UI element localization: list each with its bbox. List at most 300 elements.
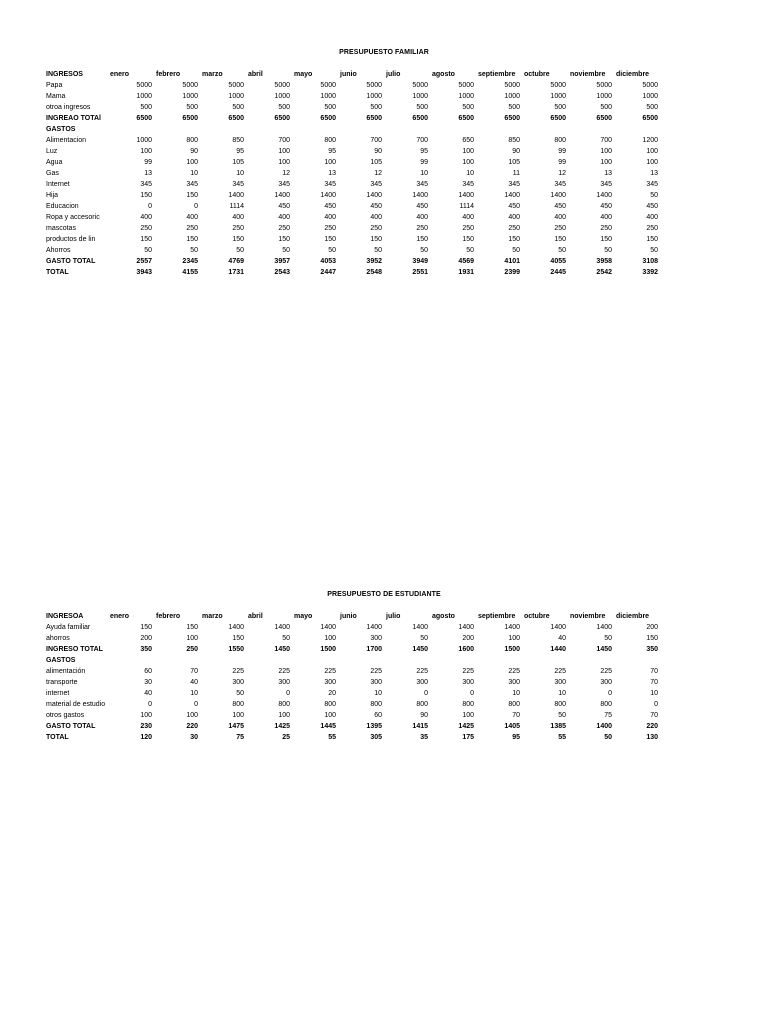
value-cell: 1400 <box>412 192 428 199</box>
value-cell: 1400 <box>412 624 428 631</box>
value-cell: 150 <box>646 635 658 642</box>
value-cell: 1000 <box>136 93 152 100</box>
value-cell: 90 <box>420 712 428 719</box>
value-cell: 100 <box>278 159 290 166</box>
value-cell: 1400 <box>504 624 520 631</box>
value-cell: 50 <box>604 635 612 642</box>
value-cell: 10 <box>374 690 382 697</box>
value-cell: 250 <box>324 225 336 232</box>
value-cell: 100 <box>186 712 198 719</box>
value-cell: 40 <box>190 679 198 686</box>
value-cell: 150 <box>186 624 198 631</box>
value-cell: 150 <box>370 236 382 243</box>
value-cell: 100 <box>324 712 336 719</box>
value-cell: 10 <box>558 690 566 697</box>
value-cell: 105 <box>370 159 382 166</box>
value-cell: 1000 <box>596 93 612 100</box>
value-cell: 250 <box>600 225 612 232</box>
value-cell <box>382 655 428 666</box>
value-cell: 100 <box>278 148 290 155</box>
value-cell: 500 <box>370 104 382 111</box>
value-cell <box>290 655 336 666</box>
table-row <box>46 146 658 157</box>
value-cell: 35 <box>420 734 428 741</box>
row-label: INGREAO TOTAl <box>46 115 101 122</box>
value-cell: 50 <box>236 690 244 697</box>
value-cell: 345 <box>186 181 198 188</box>
value-cell: 2399 <box>504 269 520 276</box>
value-cell: 5000 <box>596 82 612 89</box>
value-cell: 300 <box>232 679 244 686</box>
table-row <box>46 655 658 666</box>
value-cell: 850 <box>232 137 244 144</box>
value-cell: 10 <box>236 170 244 177</box>
value-cell <box>520 655 566 666</box>
value-cell: 1400 <box>596 192 612 199</box>
value-cell <box>474 124 520 135</box>
value-cell: 225 <box>508 668 520 675</box>
value-cell: 800 <box>324 137 336 144</box>
value-cell: 250 <box>140 225 152 232</box>
value-cell: 500 <box>554 104 566 111</box>
table-row <box>46 677 658 688</box>
value-cell: 150 <box>278 236 290 243</box>
value-cell: 70 <box>190 668 198 675</box>
value-cell: 345 <box>600 181 612 188</box>
month-header-cell: enero <box>110 71 130 78</box>
value-cell: 6500 <box>182 115 198 122</box>
month-header-cell: octubre <box>524 613 550 620</box>
month-header-cell: septiembre <box>478 71 516 78</box>
value-cell: 225 <box>462 668 474 675</box>
value-cell: 1114 <box>459 203 474 210</box>
value-cell: 800 <box>600 701 612 708</box>
value-cell: 220 <box>646 723 658 730</box>
header-row <box>46 611 658 622</box>
value-cell: 300 <box>600 679 612 686</box>
value-cell: 50 <box>650 192 658 199</box>
value-cell: 400 <box>324 214 336 221</box>
row-label: Internet <box>46 181 70 188</box>
value-cell: 4055 <box>550 258 566 265</box>
value-cell: 1000 <box>550 93 566 100</box>
value-cell: 6500 <box>274 115 290 122</box>
value-cell: 1395 <box>366 723 382 730</box>
table-row <box>46 91 658 102</box>
value-cell: 1000 <box>320 93 336 100</box>
value-cell <box>612 655 658 666</box>
value-cell: 6500 <box>596 115 612 122</box>
value-cell: 1400 <box>228 192 244 199</box>
value-cell: 400 <box>416 214 428 221</box>
value-cell: 1450 <box>274 646 290 653</box>
value-cell: 300 <box>278 679 290 686</box>
table-row <box>46 688 658 699</box>
value-cell: 10 <box>190 170 198 177</box>
value-cell: 345 <box>554 181 566 188</box>
value-cell: 250 <box>508 225 520 232</box>
value-cell: 6500 <box>320 115 336 122</box>
value-cell: 230 <box>140 723 152 730</box>
value-cell: 300 <box>508 679 520 686</box>
value-cell: 100 <box>600 159 612 166</box>
value-cell: 0 <box>148 203 152 210</box>
value-cell: 450 <box>278 203 290 210</box>
value-cell: 12 <box>374 170 382 177</box>
month-header-cell: agosto <box>432 71 455 78</box>
table-row <box>46 190 658 201</box>
value-cell: 13 <box>604 170 612 177</box>
month-header-cell: octubre <box>524 71 550 78</box>
value-cell: 120 <box>140 734 152 741</box>
value-cell: 450 <box>370 203 382 210</box>
month-header-cell: junio <box>340 71 357 78</box>
value-cell: 1400 <box>366 192 382 199</box>
value-cell: 150 <box>646 236 658 243</box>
value-cell: 5000 <box>320 82 336 89</box>
row-label: GASTO TOTAL <box>46 258 96 265</box>
value-cell: 1000 <box>412 93 428 100</box>
value-cell: 12 <box>558 170 566 177</box>
value-cell <box>336 655 382 666</box>
value-cell: 345 <box>278 181 290 188</box>
month-header-cell: marzo <box>202 71 223 78</box>
value-cell: 100 <box>462 159 474 166</box>
value-cell: 4155 <box>182 269 198 276</box>
value-cell: 100 <box>508 635 520 642</box>
value-cell: 150 <box>508 236 520 243</box>
row-label: Educacion <box>46 203 79 210</box>
row-label: Gas <box>46 170 59 177</box>
value-cell: 95 <box>512 734 520 741</box>
value-cell: 100 <box>324 635 336 642</box>
value-cell: 345 <box>370 181 382 188</box>
value-cell: 1405 <box>504 723 520 730</box>
value-cell <box>566 655 612 666</box>
month-header-cell: noviembre <box>570 613 606 620</box>
value-cell: 1114 <box>229 203 244 210</box>
table-row <box>46 80 658 91</box>
value-cell: 10 <box>420 170 428 177</box>
table-row <box>46 256 658 267</box>
value-cell: 1000 <box>274 93 290 100</box>
value-cell: 100 <box>232 712 244 719</box>
value-cell <box>474 655 520 666</box>
value-cell: 100 <box>140 712 152 719</box>
value-cell: 10 <box>466 170 474 177</box>
value-cell: 1450 <box>412 646 428 653</box>
row-label: otroa ingresos <box>46 104 91 111</box>
value-cell: 400 <box>370 214 382 221</box>
value-cell: 1450 <box>596 646 612 653</box>
table-row <box>46 699 658 710</box>
value-cell: 500 <box>186 104 198 111</box>
value-cell: 55 <box>558 734 566 741</box>
value-cell: 1700 <box>366 646 382 653</box>
value-cell: 150 <box>232 635 244 642</box>
value-cell: 3957 <box>274 258 290 265</box>
value-cell: 500 <box>508 104 520 111</box>
value-cell: 40 <box>144 690 152 697</box>
value-cell: 100 <box>186 635 198 642</box>
value-cell: 800 <box>232 701 244 708</box>
value-cell: 6500 <box>228 115 244 122</box>
value-cell: 50 <box>190 247 198 254</box>
value-cell: 5000 <box>642 82 658 89</box>
value-cell: 450 <box>600 203 612 210</box>
table-row <box>46 201 658 212</box>
value-cell: 1400 <box>596 723 612 730</box>
value-cell: 3392 <box>642 269 658 276</box>
value-cell: 1400 <box>366 624 382 631</box>
value-cell: 13 <box>144 170 152 177</box>
table-row <box>46 644 658 655</box>
value-cell <box>382 124 428 135</box>
value-cell: 1445 <box>320 723 336 730</box>
value-cell: 345 <box>462 181 474 188</box>
value-cell: 6500 <box>504 115 520 122</box>
value-cell: 3952 <box>366 258 382 265</box>
value-cell: 105 <box>232 159 244 166</box>
value-cell: 400 <box>646 214 658 221</box>
value-cell: 400 <box>232 214 244 221</box>
value-cell: 150 <box>186 236 198 243</box>
value-cell: 500 <box>278 104 290 111</box>
value-cell: 220 <box>186 723 198 730</box>
student-budget-title: PRESUPUESTO DE ESTUDIANTE <box>327 591 441 598</box>
value-cell: 305 <box>370 734 382 741</box>
value-cell: 200 <box>462 635 474 642</box>
row-label: GASTOS <box>46 126 76 133</box>
value-cell: 60 <box>144 668 152 675</box>
value-cell: 0 <box>194 203 198 210</box>
value-cell: 50 <box>512 247 520 254</box>
value-cell <box>612 124 658 135</box>
value-cell: 1400 <box>274 624 290 631</box>
value-cell: 70 <box>650 679 658 686</box>
value-cell: 20 <box>328 690 336 697</box>
table-row <box>46 732 658 743</box>
value-cell: 4053 <box>320 258 336 265</box>
value-cell: 250 <box>416 225 428 232</box>
value-cell: 50 <box>282 247 290 254</box>
month-header-cell: diciembre <box>616 71 650 78</box>
value-cell: 250 <box>278 225 290 232</box>
value-cell: 100 <box>140 148 152 155</box>
value-cell: 225 <box>278 668 290 675</box>
value-cell: 300 <box>416 679 428 686</box>
value-cell: 250 <box>186 225 198 232</box>
value-cell: 50 <box>604 247 612 254</box>
value-cell: 1000 <box>504 93 520 100</box>
value-cell: 60 <box>374 712 382 719</box>
value-cell: 400 <box>462 214 474 221</box>
value-cell: 1200 <box>642 137 658 144</box>
section-header-cell: INGRESOS <box>46 71 83 78</box>
value-cell: 500 <box>646 104 658 111</box>
value-cell: 345 <box>232 181 244 188</box>
value-cell: 800 <box>186 137 198 144</box>
value-cell: 4769 <box>228 258 244 265</box>
value-cell: 345 <box>416 181 428 188</box>
value-cell: 500 <box>416 104 428 111</box>
value-cell: 90 <box>190 148 198 155</box>
value-cell: 50 <box>374 247 382 254</box>
value-cell: 450 <box>554 203 566 210</box>
table-row <box>46 245 658 256</box>
value-cell: 1731 <box>228 269 244 276</box>
value-cell: 100 <box>278 712 290 719</box>
value-cell: 2345 <box>182 258 198 265</box>
value-cell: 13 <box>328 170 336 177</box>
value-cell: 250 <box>462 225 474 232</box>
value-cell: 6500 <box>550 115 566 122</box>
value-cell: 6500 <box>458 115 474 122</box>
row-label: Agua <box>46 159 63 166</box>
value-cell: 1000 <box>642 93 658 100</box>
value-cell: 50 <box>558 247 566 254</box>
value-cell: 850 <box>508 137 520 144</box>
month-header-cell: diciembre <box>616 613 650 620</box>
value-cell: 700 <box>416 137 428 144</box>
value-cell: 225 <box>554 668 566 675</box>
table-row <box>46 168 658 179</box>
value-cell: 2543 <box>274 269 290 276</box>
month-header-cell: junio <box>340 613 357 620</box>
value-cell: 1000 <box>228 93 244 100</box>
value-cell <box>198 655 244 666</box>
table-row <box>46 234 658 245</box>
row-label: material de estudio <box>46 701 106 708</box>
value-cell: 150 <box>186 192 198 199</box>
family-budget-table <box>46 69 658 278</box>
value-cell: 2542 <box>596 269 612 276</box>
value-cell: 25 <box>282 734 290 741</box>
row-label: Ropa y accesoric <box>46 214 100 221</box>
value-cell: 6500 <box>366 115 382 122</box>
table-row <box>46 157 658 168</box>
value-cell: 50 <box>420 635 428 642</box>
row-label: otros gastos <box>46 712 85 719</box>
value-cell: 150 <box>232 236 244 243</box>
value-cell: 300 <box>462 679 474 686</box>
value-cell: 99 <box>558 159 566 166</box>
value-cell: 500 <box>324 104 336 111</box>
value-cell: 1931 <box>458 269 474 276</box>
value-cell: 150 <box>462 236 474 243</box>
value-cell: 10 <box>512 690 520 697</box>
value-cell: 250 <box>232 225 244 232</box>
value-cell: 130 <box>646 734 658 741</box>
value-cell: 3958 <box>596 258 612 265</box>
value-cell: 95 <box>328 148 336 155</box>
value-cell: 1400 <box>458 192 474 199</box>
value-cell: 3943 <box>136 269 152 276</box>
value-cell: 5000 <box>136 82 152 89</box>
value-cell: 2445 <box>550 269 566 276</box>
value-cell: 1400 <box>320 192 336 199</box>
value-cell: 4569 <box>458 258 474 265</box>
value-cell: 105 <box>508 159 520 166</box>
value-cell: 2548 <box>366 269 382 276</box>
value-cell: 800 <box>370 701 382 708</box>
value-cell: 150 <box>140 624 152 631</box>
value-cell: 75 <box>236 734 244 741</box>
value-cell <box>198 124 244 135</box>
value-cell <box>106 655 152 666</box>
month-header-cell: marzo <box>202 613 223 620</box>
value-cell: 100 <box>186 159 198 166</box>
table-row <box>46 135 658 146</box>
value-cell: 12 <box>282 170 290 177</box>
value-cell: 5000 <box>458 82 474 89</box>
value-cell: 6500 <box>642 115 658 122</box>
value-cell: 650 <box>462 137 474 144</box>
value-cell: 0 <box>194 701 198 708</box>
value-cell: 1425 <box>458 723 474 730</box>
month-header-cell: noviembre <box>570 71 606 78</box>
value-cell: 300 <box>324 679 336 686</box>
value-cell: 150 <box>140 192 152 199</box>
value-cell: 450 <box>324 203 336 210</box>
value-cell: 99 <box>420 159 428 166</box>
value-cell: 4101 <box>504 258 520 265</box>
value-cell <box>520 124 566 135</box>
value-cell <box>428 655 474 666</box>
value-cell <box>290 124 336 135</box>
value-cell: 100 <box>646 148 658 155</box>
value-cell: 400 <box>186 214 198 221</box>
section-header-cell: INGRESOA <box>46 613 84 620</box>
value-cell: 2551 <box>412 269 428 276</box>
value-cell: 250 <box>186 646 198 653</box>
value-cell: 1400 <box>320 624 336 631</box>
value-cell: 150 <box>324 236 336 243</box>
table-row <box>46 633 658 644</box>
value-cell: 1600 <box>458 646 474 653</box>
value-cell: 50 <box>144 247 152 254</box>
value-cell: 345 <box>646 181 658 188</box>
value-cell: 100 <box>600 148 612 155</box>
value-cell: 345 <box>508 181 520 188</box>
value-cell: 200 <box>646 624 658 631</box>
value-cell: 70 <box>512 712 520 719</box>
table-row <box>46 124 658 135</box>
value-cell: 1415 <box>412 723 428 730</box>
month-header-cell: febrero <box>156 71 181 78</box>
value-cell: 150 <box>554 236 566 243</box>
row-label: TOTAL <box>46 734 69 741</box>
value-cell: 70 <box>650 712 658 719</box>
month-header-cell: julio <box>386 613 401 620</box>
row-label: INGRESO TOTAL <box>46 646 103 653</box>
value-cell: 30 <box>144 679 152 686</box>
value-cell: 50 <box>650 247 658 254</box>
value-cell: 700 <box>278 137 290 144</box>
value-cell: 225 <box>416 668 428 675</box>
value-cell: 250 <box>554 225 566 232</box>
value-cell: 500 <box>232 104 244 111</box>
value-cell: 6500 <box>136 115 152 122</box>
value-cell: 700 <box>600 137 612 144</box>
value-cell <box>152 655 198 666</box>
value-cell: 50 <box>420 247 428 254</box>
row-label: Luz <box>46 148 58 155</box>
value-cell: 50 <box>558 712 566 719</box>
value-cell: 300 <box>370 635 382 642</box>
value-cell: 5000 <box>182 82 198 89</box>
value-cell <box>244 655 290 666</box>
